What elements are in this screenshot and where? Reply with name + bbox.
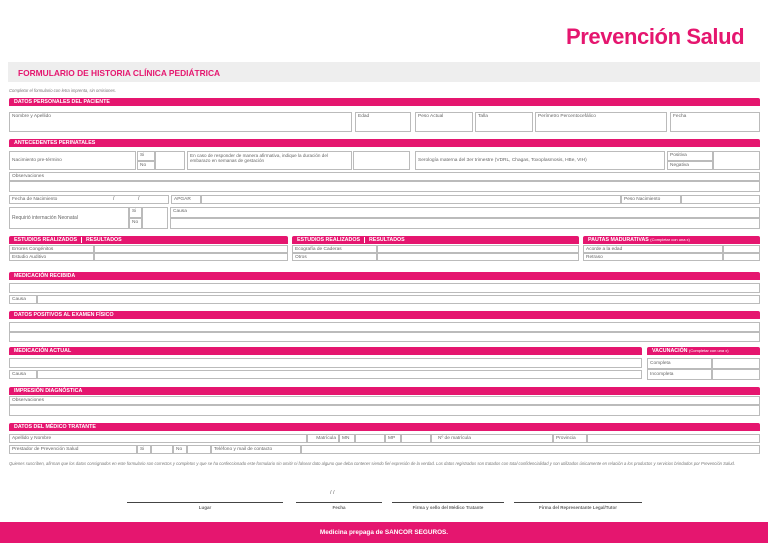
perinatales-observaciones[interactable]: Observaciones [9,172,760,181]
section-impresion-diagnostica: IMPRESIÓN DIAGNÓSTICA [9,387,760,395]
firma-representante-line[interactable] [514,502,642,503]
firma-representante-label: Firma del Representante Legal/Tutor [539,505,617,510]
form-title-bar [8,62,760,82]
provincia-label: Provincia [553,434,587,443]
vacunacion-row: Completa [647,358,712,369]
apgar-label-box: APGAR [171,195,201,204]
telefono-label: Teléfono y mail de contacto [211,445,301,454]
section-vacunacion: VACUNACIÓN (Completar con una x) [647,347,760,355]
section-medico-tratante: DATOS DEL MÉDICO TRATANTE [9,423,760,431]
lugar-label: Lugar [198,505,212,510]
estudio-resultado[interactable] [377,253,579,261]
section-estudios-a: ESTUDIOS REALIZADOS RESULTADOS [9,236,288,244]
serologia-mark-box[interactable] [713,151,760,170]
mn-option[interactable]: MN [339,434,355,443]
estudio-row: Ecografía de Caderas [292,245,377,253]
lugar-line[interactable] [127,502,283,503]
fecha-label: Fecha [673,114,687,119]
form-instructions: Completar el formulario con letra imprenta, sin omisiones. [9,88,117,93]
medicacion-recibida-causa-label: Causa [9,295,37,304]
estudio-resultado[interactable] [94,245,288,253]
talla-field[interactable] [475,112,533,132]
medicacion-actual-causa-label: Causa [9,370,37,379]
pretermino-label: Nacimiento pre-término [12,158,62,163]
medicacion-actual-causa-field[interactable] [37,370,642,379]
fecha-field[interactable] [670,112,760,132]
edad-label: Edad [358,114,370,119]
prevencion-salud-logo: Prevención Salud [566,24,745,49]
mn-mark[interactable] [355,434,385,443]
edad-field[interactable] [355,112,411,132]
perimetro-field[interactable] [535,112,667,132]
prestador-no-mark[interactable] [187,445,211,454]
apgar-field[interactable] [201,195,621,204]
firma-fecha-slashes: / / [330,490,335,496]
internacion-si[interactable]: Si [129,207,142,218]
examen-fisico-line[interactable] [9,322,760,332]
telefono-field[interactable] [301,445,760,454]
impresion-line[interactable] [9,405,760,416]
pretermino-mark-box[interactable] [155,151,185,170]
nro-matricula-field[interactable]: Nº de matrícula [431,434,553,443]
section-examen-fisico: DATOS POSITIVOS AL EXAMEN FÍSICO [9,311,760,319]
vacunacion-mark[interactable] [712,358,760,369]
vacunacion-row: Incompleta [647,369,712,380]
provincia-field[interactable] [587,434,760,443]
serologia-positiva[interactable]: Positiva [667,151,713,161]
pauta-row: Retraso [583,253,723,261]
section-estudios-b: ESTUDIOS REALIZADOS RESULTADOS [292,236,579,244]
estudio-row: Errores Congénitos [9,245,94,253]
peso-nacimiento-field[interactable] [681,195,760,204]
form-title: FORMULARIO DE HISTORIA CLÍNICA PEDIÁTRICA [18,68,221,78]
internacion-no[interactable]: No [129,218,142,229]
matricula-label: Matrícula [307,434,339,443]
estudio-row: Otros [292,253,377,261]
firma-medico-line[interactable] [392,502,504,503]
medico-nombre-field[interactable]: Apellido y Nombre [9,434,307,443]
estudio-resultado[interactable] [377,245,579,253]
prestador-si[interactable]: Si [137,445,151,454]
pauta-row: Acorde a la edad [583,245,723,253]
mp-option[interactable]: MP [385,434,401,443]
section-datos-personales: DATOS PERSONALES DEL PACIENTE [9,98,760,106]
footer-bar: Medicina prepaga de SANCOR SEGUROS. [0,522,768,543]
prestador-no[interactable]: No [173,445,187,454]
talla-label: Talla [478,114,488,119]
semanas-gestacion-field[interactable] [353,151,410,170]
peso-actual-label: Peso Actual [418,114,444,119]
nombre-label: Nombre y Apellido [12,114,51,119]
perimetro-label: Perímetro Percentocefálico [538,114,596,119]
pauta-mark[interactable] [723,253,760,261]
internacion-causa[interactable]: Causa [170,207,760,218]
serologia-negativa[interactable]: Negativa [667,161,713,170]
peso-actual-field[interactable] [415,112,473,132]
pretermino-no[interactable]: No [137,161,155,170]
internacion-field: Requirió internación Neonatal [9,207,129,229]
internacion-causa-line[interactable] [170,218,760,229]
internacion-mark-box[interactable] [142,207,168,229]
estudio-resultado[interactable] [94,253,288,261]
estudio-row: Estudio Auditivo [9,253,94,261]
section-medicacion-actual: MEDICACIÓN ACTUAL [9,347,642,355]
nombre-field[interactable] [9,112,352,132]
prestador-label: Prestador de Prevención Salud [9,445,137,454]
fecha-line[interactable] [296,502,382,503]
medicacion-actual-line[interactable] [9,358,642,368]
examen-fisico-line[interactable] [9,332,760,342]
legal-disclaimer: Quienes suscriben, afirman que los datos consignados en este formulario son correctos y completos y que se ha confeccionado este formulario sin omitir ni falsear dato alguno que deba contener siendo fiel expresión de la verdad. Los datos registrados son tratados con total confidencialidad y son utilizados únicamente en relación a los productos y servicios brindados por Prevención Salud. [9,461,736,466]
vacunacion-mark[interactable] [712,369,760,380]
prestador-si-mark[interactable] [151,445,173,454]
section-pautas-madurativas: PAUTAS MADURATIVAS (Completar con una x) [583,236,760,244]
firma-medico-label: Firma y sello del Médico Tratante [412,505,484,510]
perinatales-observaciones-line[interactable] [9,181,760,192]
pretermino-field [9,151,136,170]
section-antecedentes-perinatales: ANTECEDENTES PERINATALES [9,139,760,147]
mp-mark[interactable] [401,434,431,443]
peso-nacimiento-label-box: Peso Nacimiento [621,195,681,204]
impresion-observaciones[interactable]: Observaciones [9,396,760,405]
fecha-nacimiento-field[interactable]: Fecha de Nacimiento [9,195,169,204]
serologia-field: Serología materna del 3er trimestre (VDRL, Chagas, Toxoplasmosis, HBe, VIH) [415,151,665,170]
semanas-gestacion-note: En caso de responder de manera afirmativa, indique la duración del embarazo en semanas de gestación [187,151,352,170]
section-medicacion-recibida: MEDICACIÓN RECIBIDA [9,272,760,280]
pauta-mark[interactable] [723,245,760,253]
medicacion-recibida-causa-field[interactable] [37,295,760,304]
fecha-label: Fecha [332,505,346,510]
medicacion-recibida-line[interactable] [9,283,760,293]
pretermino-si[interactable]: Si [137,151,155,161]
